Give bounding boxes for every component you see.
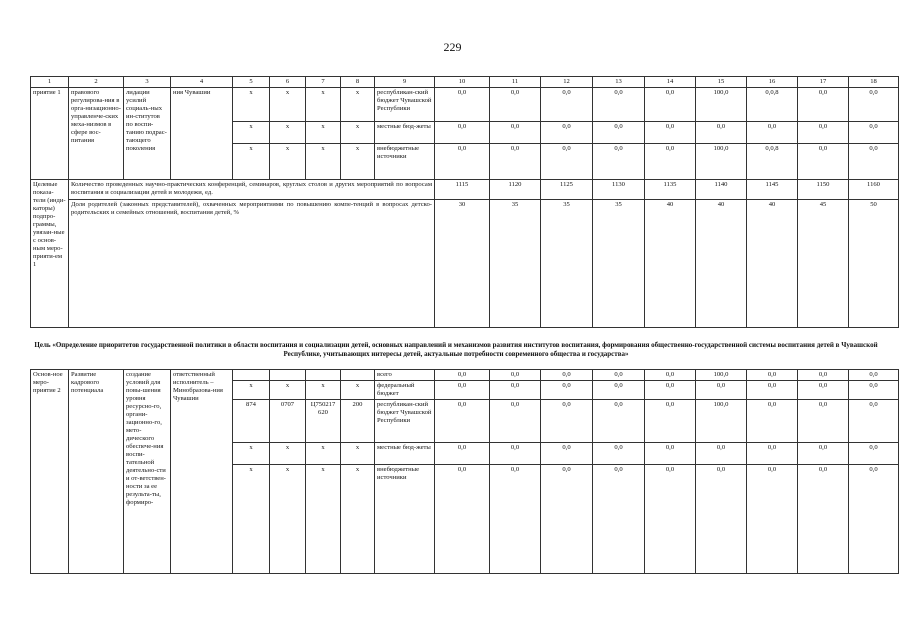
indicator-value-cell: 35 bbox=[593, 200, 645, 328]
value-cell: 0,0 bbox=[435, 381, 490, 400]
column-number-cell: 13 bbox=[593, 77, 645, 88]
column-number-cell: 18 bbox=[849, 77, 899, 88]
column-number-cell: 6 bbox=[270, 77, 306, 88]
value-cell: 0,0 bbox=[696, 465, 747, 574]
activity-cell: приятие 1 bbox=[31, 88, 69, 180]
budget-code-cell: х bbox=[341, 443, 375, 465]
value-cell: 100,0 bbox=[696, 88, 747, 122]
value-cell: 0,0 bbox=[798, 88, 849, 122]
value-cell: 100,0 bbox=[696, 370, 747, 381]
column-number-cell: 12 bbox=[541, 77, 593, 88]
activity-description-cell: лидации усилий социаль-ных ин-ститутов по воспи-танию подрас-тающего поколения bbox=[124, 88, 171, 180]
column-number-cell: 2 bbox=[69, 77, 124, 88]
indicator-value-cell: 1125 bbox=[541, 180, 593, 200]
program-task-cell: Развитие кадрового потенциала bbox=[69, 370, 124, 574]
value-cell: 0,0 bbox=[490, 465, 541, 574]
executor-cell: ответственный исполнитель – Минобразова-ния Чувашии bbox=[171, 370, 233, 574]
budget-code-cell: х bbox=[306, 122, 341, 144]
value-cell: 0,0 bbox=[798, 400, 849, 443]
value-cell: 0,0 bbox=[593, 122, 645, 144]
value-cell: 0,0 bbox=[541, 465, 593, 574]
budget-code-cell: 0707 bbox=[270, 400, 306, 443]
value-cell: 0,0 bbox=[798, 122, 849, 144]
indicator-value-cell: 1150 bbox=[798, 180, 849, 200]
funding-source-cell: внебюджетные источники bbox=[375, 465, 435, 574]
value-cell: 0,0 bbox=[747, 381, 798, 400]
budget-code-cell: х bbox=[270, 88, 306, 122]
value-cell: 0,0 bbox=[490, 88, 541, 122]
value-cell: 0,0,8 bbox=[747, 88, 798, 122]
value-cell: 0,0 bbox=[435, 370, 490, 381]
budget-code-cell: х bbox=[270, 144, 306, 180]
indicator-value-cell: 30 bbox=[435, 200, 490, 328]
indicator-value-cell: 1145 bbox=[747, 180, 798, 200]
goal-heading: Цель «Определение приоритетов государственной политики в области воспитания и социализации детей, основных направлений и механизмов развития институтов воспитания, формирования общественно-государственной системы воспитания детей в Чувашской Республике, учитывающих интересы детей, актуальные потребности современного общества и государства» bbox=[34, 341, 878, 358]
value-cell: 0,0 bbox=[435, 465, 490, 574]
table-row bbox=[31, 88, 899, 122]
funding-source-cell: местные бюд-жеты bbox=[375, 122, 435, 144]
column-number-cell: 11 bbox=[490, 77, 541, 88]
value-cell: 100,0 bbox=[696, 144, 747, 180]
budget-code-cell: х bbox=[233, 144, 270, 180]
value-cell: 0,0 bbox=[798, 381, 849, 400]
indicator-value-cell: 50 bbox=[849, 200, 899, 328]
funding-source-cell: республикан-ский бюджет Чувашской Республики bbox=[375, 400, 435, 443]
indicator-row bbox=[31, 180, 899, 200]
budget-code-cell: х bbox=[270, 465, 306, 574]
value-cell: 0,0 bbox=[849, 381, 899, 400]
column-number-cell: 7 bbox=[306, 77, 341, 88]
budget-code-cell: х bbox=[233, 465, 270, 574]
indicator-row bbox=[31, 200, 899, 328]
value-cell: 0,0 bbox=[593, 88, 645, 122]
column-number-cell: 10 bbox=[435, 77, 490, 88]
column-number-cell: 15 bbox=[696, 77, 747, 88]
budget-code-cell: х bbox=[341, 88, 375, 122]
budget-code-cell: Ц750217 620 bbox=[306, 400, 341, 443]
value-cell: 0,0 bbox=[798, 443, 849, 465]
value-cell: 0,0 bbox=[645, 122, 696, 144]
budget-code-cell: х bbox=[270, 443, 306, 465]
value-cell: 0,0 bbox=[541, 144, 593, 180]
budget-code-cell: х bbox=[306, 144, 341, 180]
value-cell: 0,0 bbox=[541, 381, 593, 400]
indicator-value-cell: 1140 bbox=[696, 180, 747, 200]
value-cell: 0,0 bbox=[645, 144, 696, 180]
column-number-cell: 17 bbox=[798, 77, 849, 88]
column-number-cell: 1 bbox=[31, 77, 69, 88]
column-number-cell: 4 bbox=[171, 77, 233, 88]
indicator-value-cell: 40 bbox=[645, 200, 696, 328]
budget-code-cell bbox=[341, 370, 375, 381]
budget-code-cell: х bbox=[341, 144, 375, 180]
value-cell: 0,0 bbox=[541, 88, 593, 122]
budget-code-cell: х bbox=[233, 122, 270, 144]
budget-code-cell: х bbox=[341, 381, 375, 400]
value-cell: 0,0 bbox=[645, 400, 696, 443]
value-cell: 0,0 bbox=[490, 381, 541, 400]
value-cell: 0,0 bbox=[645, 370, 696, 381]
column-number-cell: 5 bbox=[233, 77, 270, 88]
budget-table-part2 bbox=[30, 369, 899, 574]
budget-code-cell: х bbox=[233, 88, 270, 122]
value-cell: 0,0 bbox=[435, 400, 490, 443]
value-cell: 0,0 bbox=[645, 443, 696, 465]
value-cell: 0,0 bbox=[490, 370, 541, 381]
indicator-value-cell: 40 bbox=[747, 200, 798, 328]
value-cell: 0,0 bbox=[435, 144, 490, 180]
value-cell: 0,0 bbox=[593, 381, 645, 400]
value-cell: 0,0 bbox=[593, 370, 645, 381]
activity-cell: Основ-ное меро-приятие 2 bbox=[31, 370, 69, 574]
indicator-value-cell: 1120 bbox=[490, 180, 541, 200]
activity-description-cell: создание условий для повы-шения уровня ресурсно-го, органи-зационно-го, мето-дического обеспече-ния воспи-тательной деятельно-сти и от-ветствен-ности за ее результа-ты, формиро- bbox=[124, 370, 171, 574]
value-cell: 0,0 bbox=[849, 465, 899, 574]
value-cell: 0,0 bbox=[696, 443, 747, 465]
value-cell: 0,0 bbox=[849, 443, 899, 465]
budget-code-cell bbox=[233, 370, 270, 381]
value-cell: 0,0 bbox=[593, 465, 645, 574]
indicator-text-cell: Доля родителей (законных представителей), охваченных мероприятиями по повышению компе-тенций в вопросах детско-родительских и семейных отношений, воспитания детей, % bbox=[69, 200, 435, 328]
budget-code-cell: х bbox=[341, 465, 375, 574]
column-number-cell: 14 bbox=[645, 77, 696, 88]
value-cell: 0,0 bbox=[747, 465, 798, 574]
indicator-value-cell: 1130 bbox=[593, 180, 645, 200]
value-cell: 0,0 bbox=[541, 122, 593, 144]
value-cell: 0,0 bbox=[541, 370, 593, 381]
value-cell: 0,0 bbox=[490, 443, 541, 465]
value-cell: 0,0 bbox=[747, 122, 798, 144]
funding-source-cell: местные бюд-жеты bbox=[375, 443, 435, 465]
indicator-text-cell: Количество проведенных научно-практических конференций, семинаров, круглых столов и других мероприятий по вопросам воспитания и социализации детей и молодежи, ед. bbox=[69, 180, 435, 200]
funding-source-cell: всего bbox=[375, 370, 435, 381]
value-cell: 0,0 bbox=[747, 370, 798, 381]
budget-code-cell: х bbox=[341, 122, 375, 144]
value-cell: 0,0 bbox=[435, 122, 490, 144]
indicator-value-cell: 40 bbox=[696, 200, 747, 328]
indicator-value-cell: 1115 bbox=[435, 180, 490, 200]
value-cell: 0,0 bbox=[490, 122, 541, 144]
value-cell: 0,0 bbox=[849, 144, 899, 180]
budget-code-cell: х bbox=[270, 381, 306, 400]
indicator-value-cell: 1160 bbox=[849, 180, 899, 200]
value-cell: 0,0 bbox=[849, 122, 899, 144]
column-number-cell: 16 bbox=[747, 77, 798, 88]
budget-code-cell bbox=[306, 370, 341, 381]
value-cell: 0,0 bbox=[696, 122, 747, 144]
indicator-value-cell: 35 bbox=[541, 200, 593, 328]
budget-code-cell: х bbox=[306, 465, 341, 574]
budget-code-cell: х bbox=[233, 443, 270, 465]
value-cell: 0,0 bbox=[435, 88, 490, 122]
value-cell: 0,0 bbox=[849, 400, 899, 443]
value-cell: 0,0 bbox=[593, 144, 645, 180]
value-cell: 0,0 bbox=[849, 370, 899, 381]
value-cell: 0,0 bbox=[593, 443, 645, 465]
budget-code-cell: х bbox=[270, 122, 306, 144]
value-cell: 0,0 bbox=[849, 88, 899, 122]
value-cell: 0,0 bbox=[435, 443, 490, 465]
indicator-value-cell: 35 bbox=[490, 200, 541, 328]
column-number-cell: 3 bbox=[124, 77, 171, 88]
executor-cell: ния Чувашии bbox=[171, 88, 233, 180]
value-cell: 0,0 bbox=[541, 400, 593, 443]
table-row bbox=[31, 370, 899, 381]
program-task-cell: правового регулирова-ния в орга-низационно-управленче-ских меха-низмов в сфере вос-питания bbox=[69, 88, 124, 180]
value-cell: 0,0 bbox=[490, 144, 541, 180]
budget-code-cell: х bbox=[306, 381, 341, 400]
budget-code-cell: х bbox=[306, 88, 341, 122]
budget-code-cell: 874 bbox=[233, 400, 270, 443]
value-cell: 0,0 bbox=[798, 465, 849, 574]
value-cell: 0,0 bbox=[798, 144, 849, 180]
value-cell: 0,0 bbox=[645, 88, 696, 122]
value-cell: 0,0 bbox=[645, 465, 696, 574]
indicator-value-cell: 1135 bbox=[645, 180, 696, 200]
budget-code-cell bbox=[270, 370, 306, 381]
value-cell: 0,0 bbox=[490, 400, 541, 443]
budget-table-part1 bbox=[30, 76, 899, 328]
indicator-value-cell: 45 bbox=[798, 200, 849, 328]
funding-source-cell: республикан-ский бюджет Чувашской Республики bbox=[375, 88, 435, 122]
value-cell: 0,0 bbox=[541, 443, 593, 465]
column-number-cell: 8 bbox=[341, 77, 375, 88]
funding-source-cell: федеральный бюджет bbox=[375, 381, 435, 400]
funding-source-cell: внебюджетные источники bbox=[375, 144, 435, 180]
value-cell: 0,0 bbox=[747, 400, 798, 443]
budget-code-cell: х bbox=[306, 443, 341, 465]
value-cell: 0,0,8 bbox=[747, 144, 798, 180]
indicator-label-cell: Целевые показа-тели (инди-каторы) подпро-граммы, увязан-ные с основ-ным меро-прияти-ем 1 bbox=[31, 180, 69, 328]
budget-code-cell: х bbox=[233, 381, 270, 400]
value-cell: 0,0 bbox=[696, 381, 747, 400]
value-cell: 100,0 bbox=[696, 400, 747, 443]
budget-code-cell: 200 bbox=[341, 400, 375, 443]
value-cell: 0,0 bbox=[798, 370, 849, 381]
value-cell: 0,0 bbox=[593, 400, 645, 443]
page-number: 229 bbox=[443, 40, 462, 54]
column-number-row bbox=[31, 77, 899, 88]
value-cell: 0,0 bbox=[747, 443, 798, 465]
value-cell: 0,0 bbox=[645, 381, 696, 400]
column-number-cell: 9 bbox=[375, 77, 435, 88]
